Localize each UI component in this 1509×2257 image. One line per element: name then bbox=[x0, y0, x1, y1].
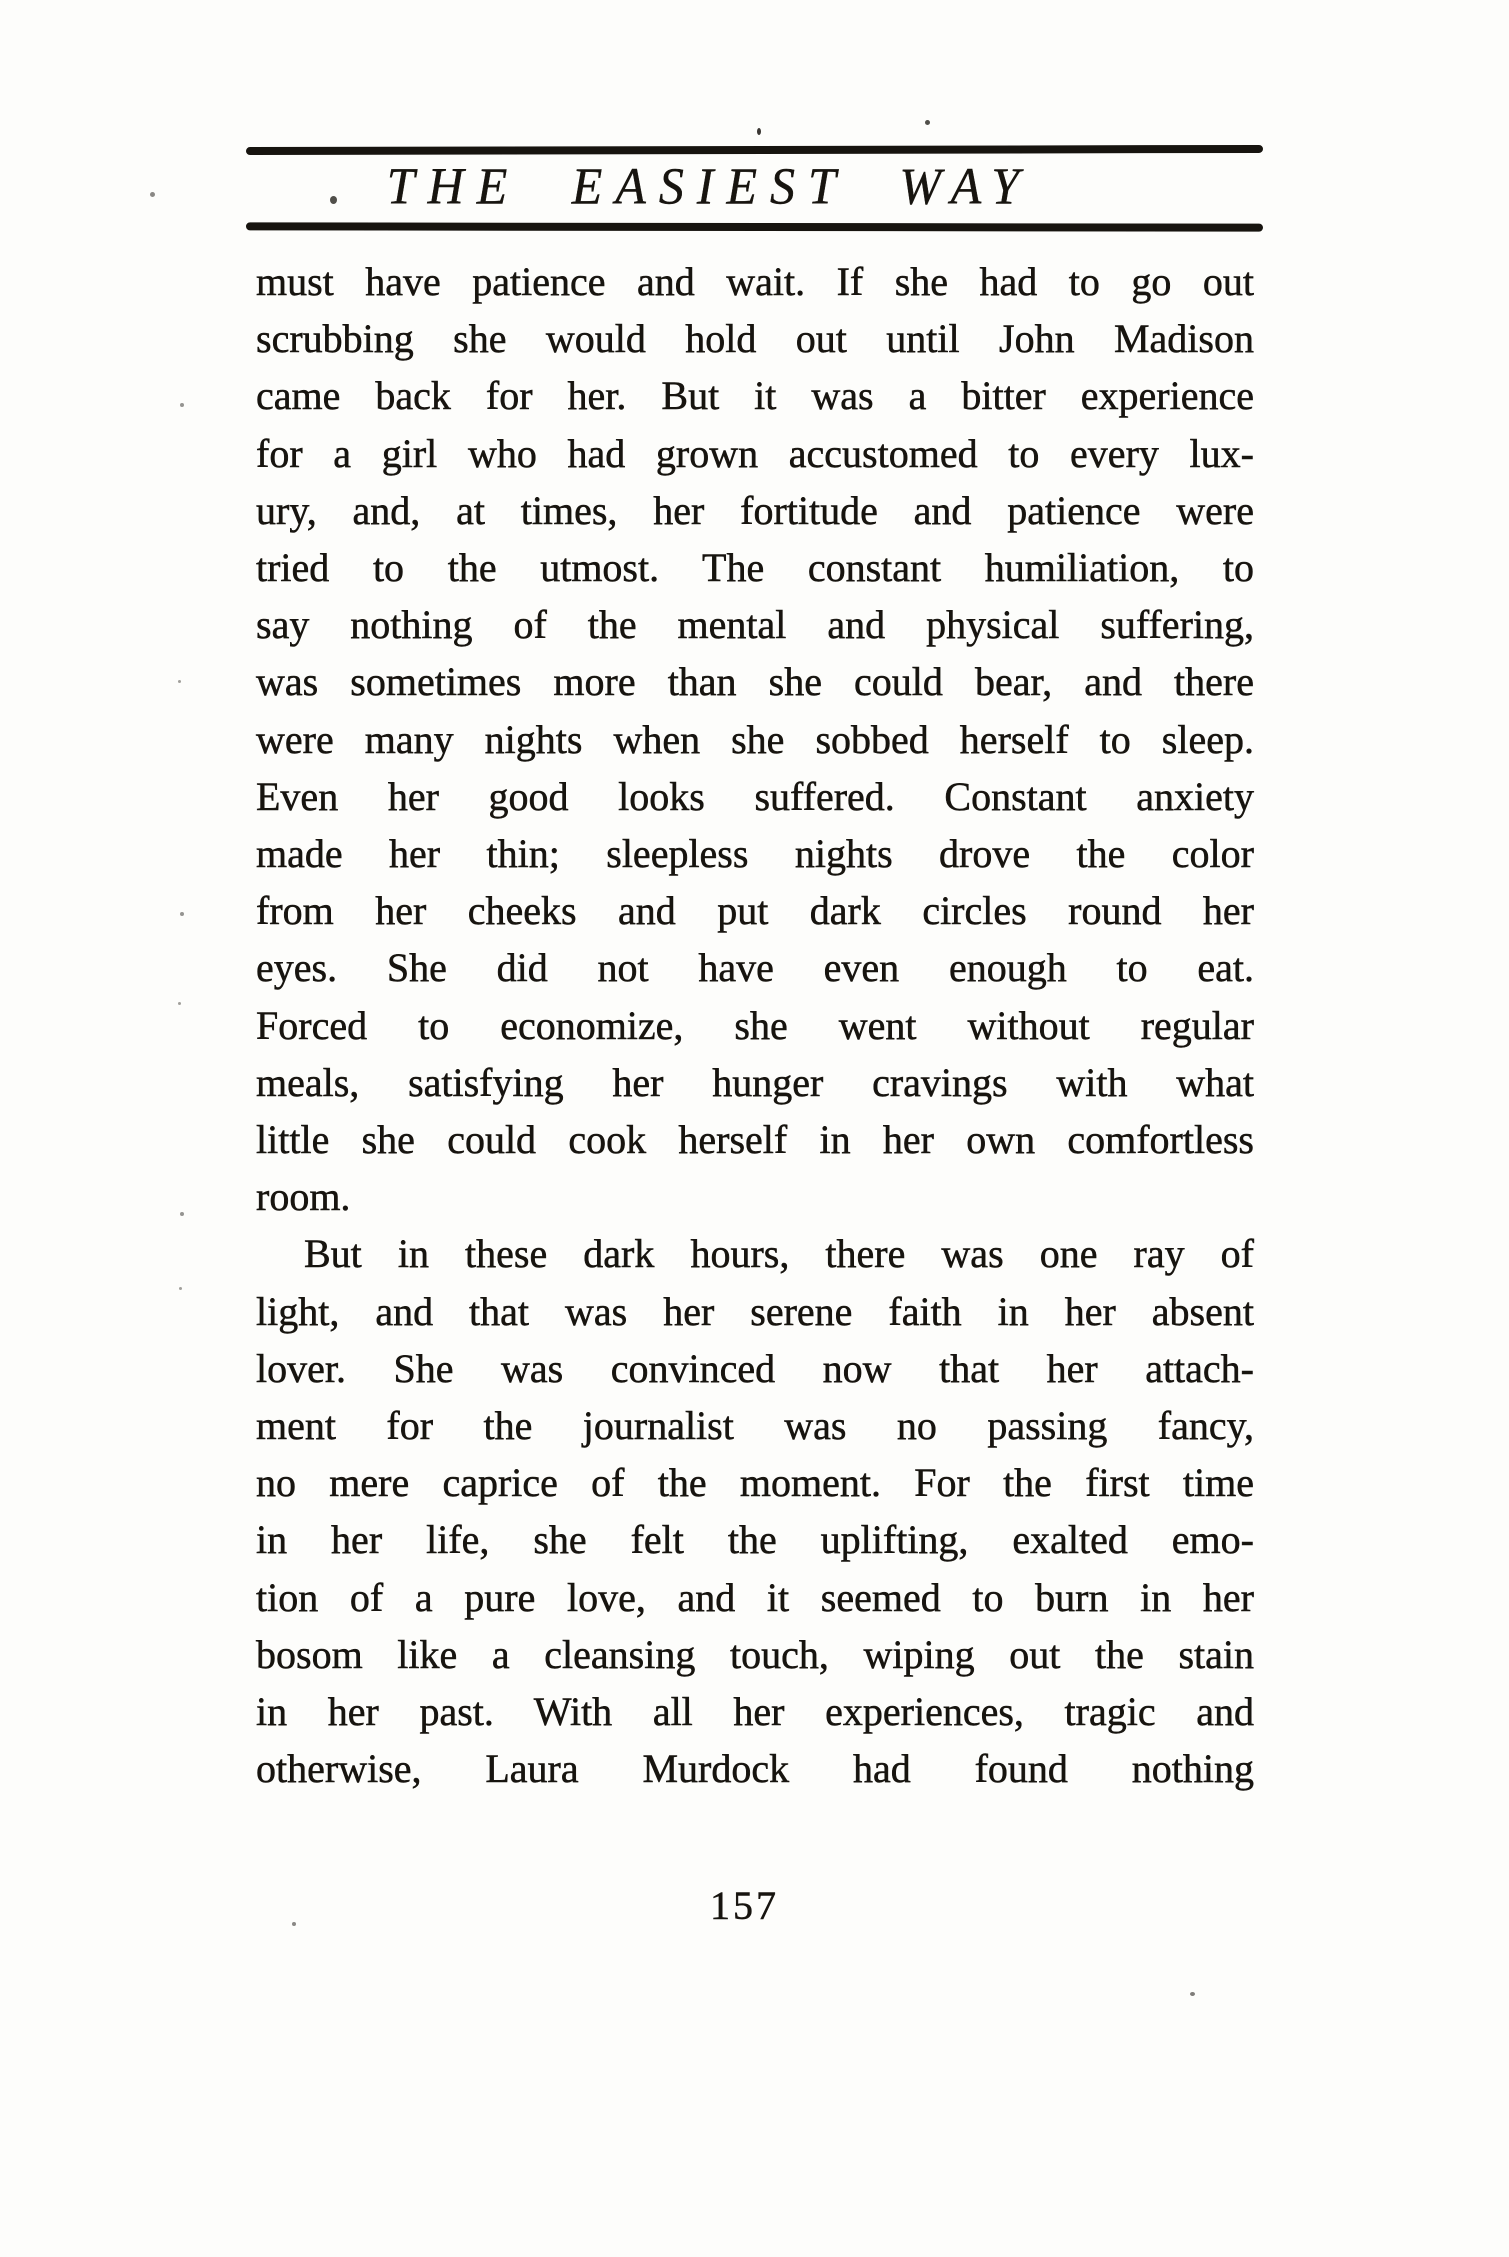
text-line: ury, and, at times, her fortitude and patience were bbox=[256, 487, 1254, 533]
text-line: otherwise, Laura Murdock had found nothing bbox=[256, 1746, 1254, 1792]
text-line: no mere caprice of the moment. For the first time bbox=[256, 1460, 1254, 1506]
text-line: little she could cook herself in her own comfortless bbox=[256, 1117, 1254, 1163]
scan-speck bbox=[925, 120, 930, 125]
scan-speck bbox=[178, 1002, 181, 1005]
scan-speck bbox=[180, 912, 184, 916]
text-line: for a girl who had grown accustomed to every lux- bbox=[256, 430, 1254, 476]
text-line: Forced to economize, she went without regular bbox=[256, 1002, 1254, 1048]
text-line: tried to the utmost. The constant humiliation, to bbox=[256, 545, 1254, 591]
text-line: came back for her. But it was a bitter experience bbox=[256, 373, 1254, 419]
text-line: in her life, she felt the uplifting, exalted emo- bbox=[256, 1517, 1254, 1563]
scan-speck bbox=[178, 680, 181, 683]
text-line: say nothing of the mental and physical suffering, bbox=[256, 602, 1254, 648]
scan-speck bbox=[757, 128, 761, 135]
text-line: ment for the journalist was no passing fancy, bbox=[256, 1403, 1254, 1449]
text-line: meals, satisfying her hunger cravings with what bbox=[256, 1059, 1254, 1105]
text-line: must have patience and wait. If she had to go out bbox=[256, 259, 1254, 304]
header-rule-bottom bbox=[246, 222, 1263, 231]
page-number: 157 bbox=[710, 1883, 779, 1928]
text-line: tion of a pure love, and it seemed to burn in her bbox=[256, 1574, 1254, 1620]
text-line: was sometimes more than she could bear, and there bbox=[256, 659, 1254, 705]
text-line: lover. She was convinced now that her attach- bbox=[256, 1345, 1254, 1391]
text-line: Even her good looks suffered. Constant anxiety bbox=[256, 773, 1254, 819]
text-line: in her past. With all her experiences, tragic and bbox=[256, 1689, 1254, 1735]
text-line: light, and that was her serene faith in her absent bbox=[256, 1288, 1254, 1334]
header-rule-top bbox=[246, 145, 1263, 155]
text-line: from her cheeks and put dark circles round her bbox=[256, 888, 1254, 934]
text-line: scrubbing she would hold out until John Madison bbox=[256, 316, 1254, 362]
scan-speck bbox=[292, 1922, 296, 1926]
text-line: made her thin; sleepless nights drove the color bbox=[256, 831, 1254, 877]
running-head: THE EASIEST WAY bbox=[386, 156, 1033, 216]
text-line: But in these dark hours, there was one ray of bbox=[304, 1231, 1254, 1277]
scan-speck bbox=[330, 196, 337, 204]
text-line: bosom like a cleansing touch, wiping out the stain bbox=[256, 1631, 1254, 1677]
text-line: room. bbox=[256, 1174, 351, 1220]
text-line: eyes. She did not have even enough to eat. bbox=[256, 945, 1254, 991]
scan-speck bbox=[179, 1287, 182, 1290]
scan-speck bbox=[150, 192, 155, 197]
body-text bbox=[256, 253, 1254, 1797]
scan-speck bbox=[1190, 1992, 1195, 1996]
scan-speck bbox=[180, 1212, 184, 1216]
scan-speck bbox=[180, 403, 184, 407]
text-line: were many nights when she sobbed herself to sleep. bbox=[256, 716, 1254, 762]
